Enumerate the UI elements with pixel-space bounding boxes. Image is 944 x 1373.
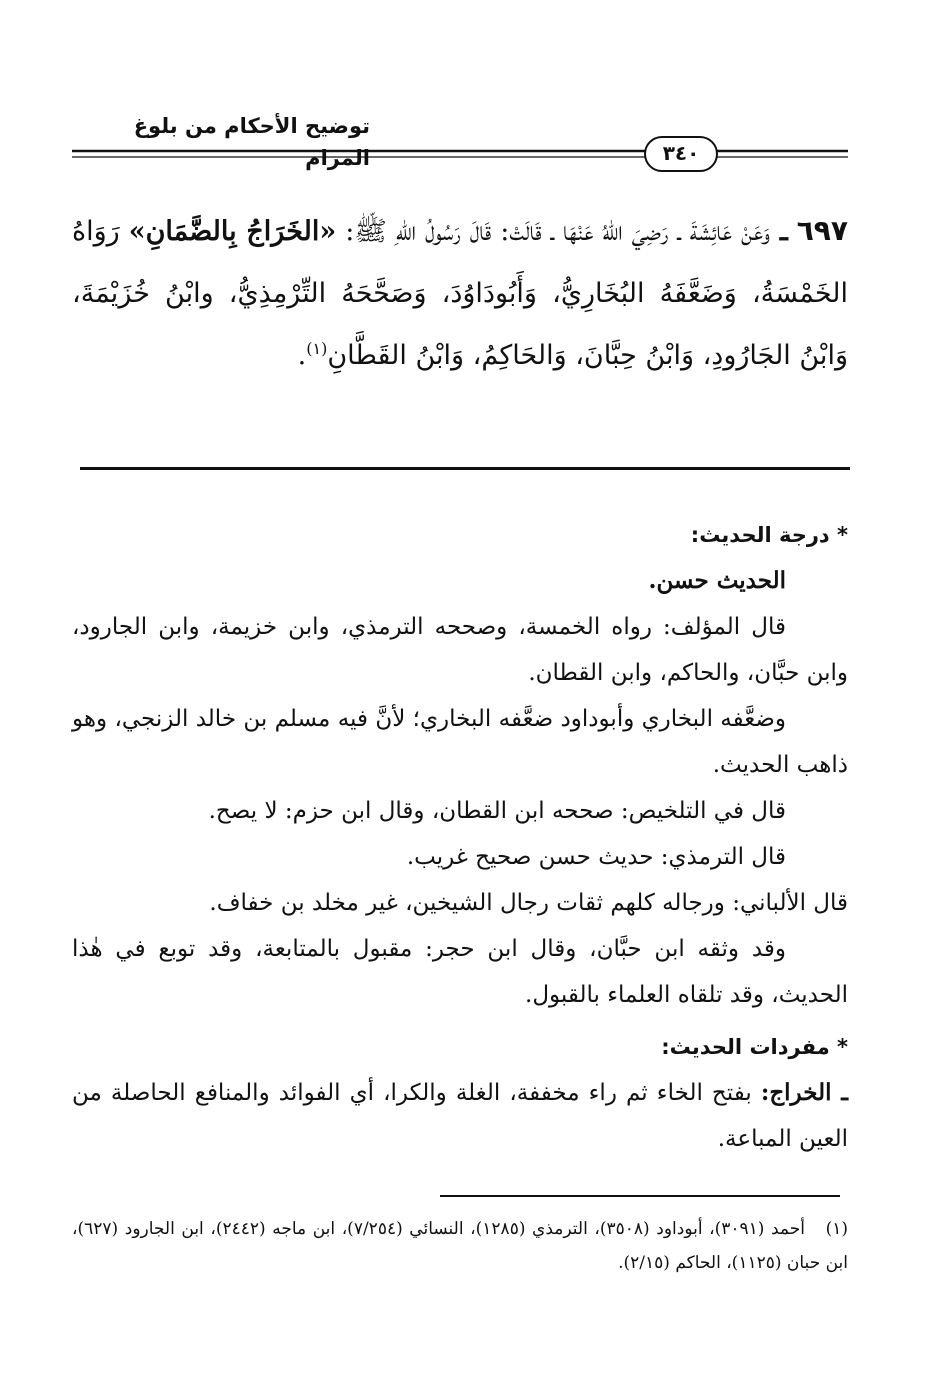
footnote-rule	[440, 1195, 840, 1197]
footnote-reference: (١)	[306, 339, 328, 358]
page-number: ٣٤٠	[644, 136, 718, 172]
paragraph-ibn-hibban: وقد وثقه ابن حبَّان، وقال ابن حجر: مقبول بالمتابعة، وقد توبع في هٰذا الحديث، وقد تلقاه العلماء بالقبول.	[72, 936, 848, 1008]
hadith-text	[72, 200, 848, 387]
hadith-intro: وَعَنْ عَائِشَةَ ـ رَضِيَ اللهُ عَنْهَا ـ قَالَتْ: قَالَ رَسُولُ اللهِ ﷺ:	[345, 216, 771, 247]
paragraph-talkhis: قال في التلخيص: صححه ابن القطان، وقال ابن حزم: لا يصح.	[208, 798, 786, 824]
vocabulary-entry	[72, 1070, 848, 1162]
commentary	[72, 512, 848, 1162]
hadith-number: ٦٩٧	[796, 214, 848, 247]
text-separator	[80, 467, 850, 470]
hadith-dash: ـ	[770, 216, 788, 247]
vocabulary-definition: بفتح الخاء ثم راء مخففة، الغلة والكرا، أي الفوائد والمنافع الحاصلة من العين المباعة.	[72, 1080, 848, 1152]
footnote	[72, 1212, 848, 1280]
running-title: توضيح الأحكام من بلوغ المرام	[133, 114, 370, 170]
hadith-end: .	[297, 340, 307, 371]
vocabulary-term: ـ الخراج:	[760, 1079, 848, 1106]
hadith-saying: «الخَرَاجُ بِالضَّمَانِ»	[128, 216, 337, 247]
paragraph-albani: قال الألباني: ورجاله كلهم ثقات رجال الشيخين، غير مخلد بن خفاف.	[209, 890, 848, 916]
footnote-text: أحمد (٣٠٩١)، أبوداود (٣٥٠٨)، الترمذي (١٢٨٥)، النسائي (٧/٢٥٤)، ابن ماجه (٢٤٤٢)، ابن الجارود (٦٢٧)، ابن حبان (١١٢٥)، الحاكم (٢/١٥).	[72, 1219, 848, 1273]
grade-statement: الحديث حسن.	[648, 567, 786, 594]
paragraph-tirmidhi: قال الترمذي: حديث حسن صحيح غريب.	[406, 844, 786, 870]
vocabulary-heading: * مفردات الحديث:	[661, 1035, 848, 1059]
footnote-number: (١)	[825, 1219, 849, 1239]
grade-heading: * درجة الحديث:	[690, 523, 848, 547]
header-rule	[72, 148, 848, 160]
paragraph-weakened: وضعَّفه البخاري وأبوداود ضعَّفه البخاري؛ لأنَّ فيه مسلم بن خالد الزنجي، وهو ذاهب الحديث.	[72, 706, 848, 778]
hadith-sources: رَوَاهُ الخَمْسَةُ، وَضَعَّفَهُ البُخَارِيُّ، وَأَبُودَاوُدَ، وَصَحَّحَهُ التِّرْمِذِيُّ، وابْنُ خُزَيْمَةَ، وَابْنُ الجَارُودِ، وَابْنُ حِبَّانَ، وَالحَاكِمُ، وَابْنُ القَطَّانِ	[72, 216, 848, 371]
paragraph-author: قال المؤلف: رواه الخمسة، وصححه الترمذي، وابن خزيمة، وابن الجارود، وابن حبَّان، والحاكم، وابن القطان.	[72, 614, 848, 686]
